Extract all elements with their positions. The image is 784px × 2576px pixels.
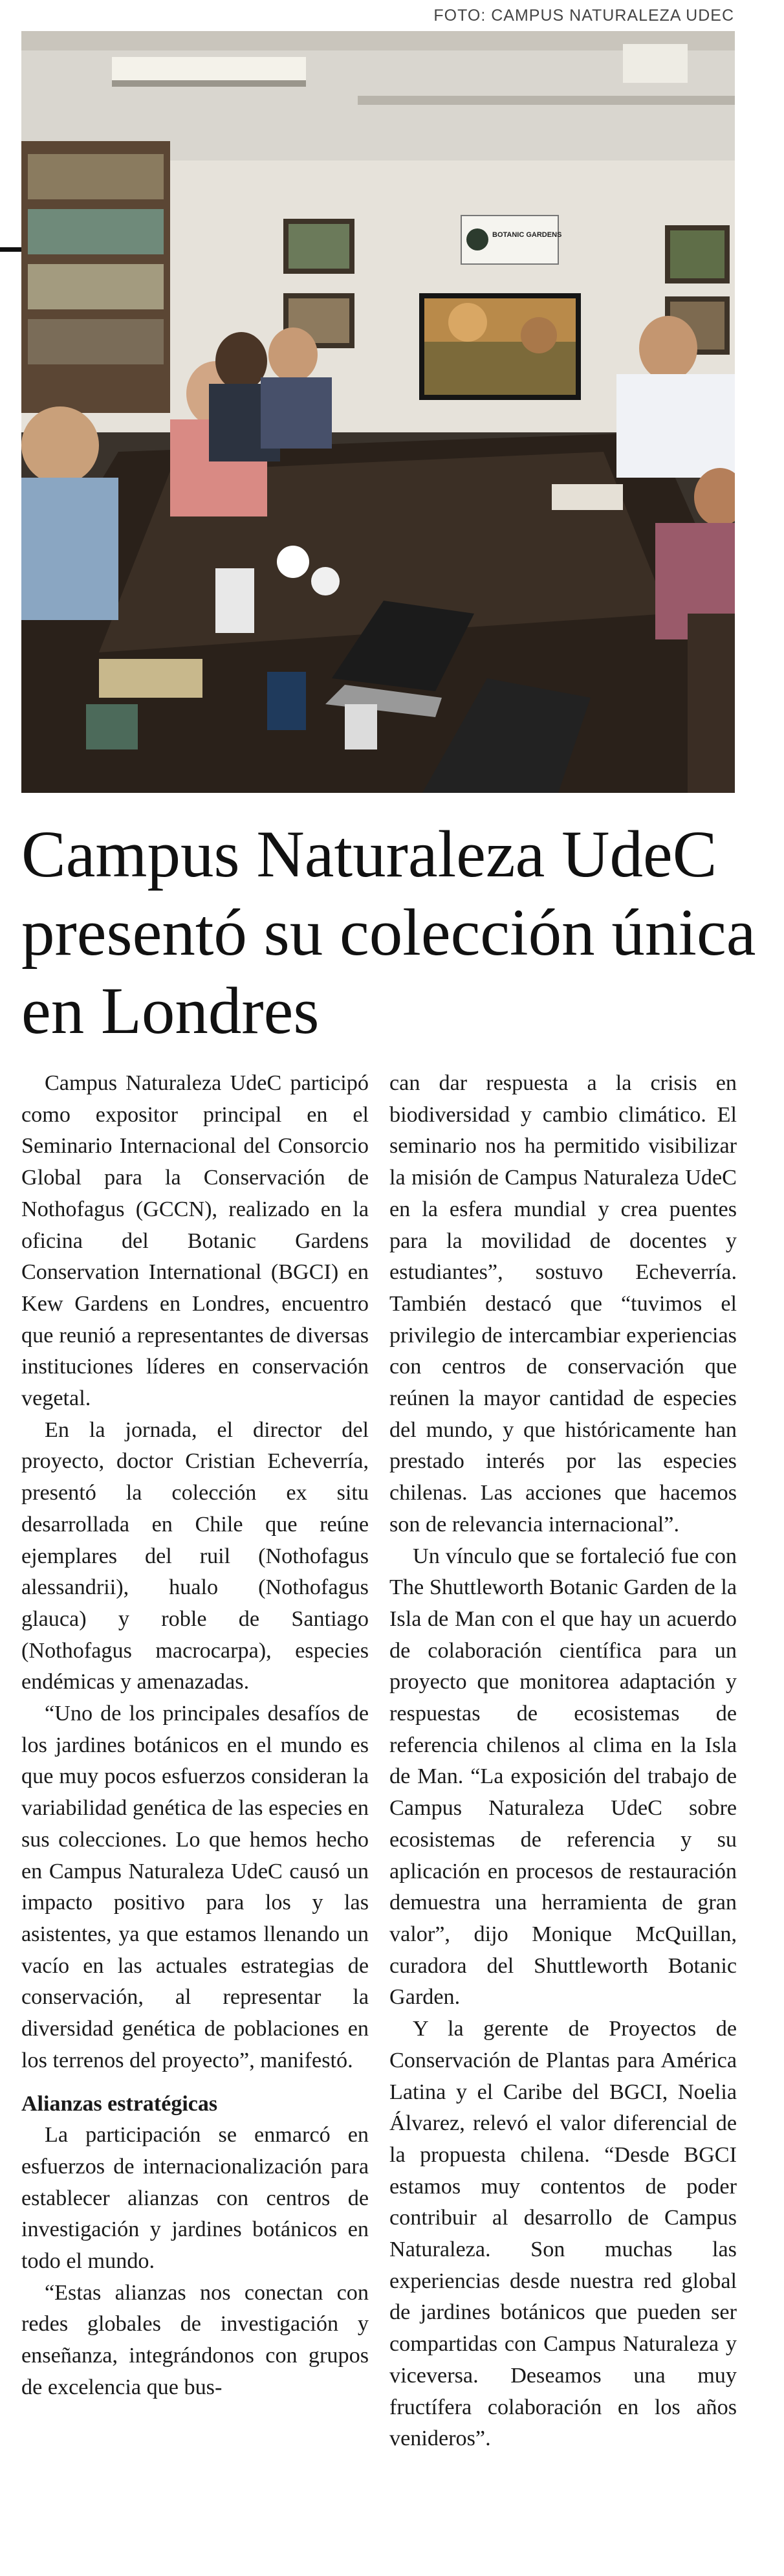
wall-sign-text: BOTANIC GARDENS xyxy=(492,231,562,239)
paragraph: Campus Naturaleza UdeC participó como expositor principal en el Seminario Internacional del Consorcio Global para la Conservación de Nothofagus (GCCN), realizado en la oficina del Botanic Gardens Conservation International (BGCI) en Kew Gardens en Londres, encuentro que reunió a representantes de diversas instituciones líderes en conservación vegetal. xyxy=(21,1071,369,1411)
article-photo xyxy=(21,31,735,793)
paragraph: Un vínculo que se fortaleció fue con The Shuttleworth Botanic Garden de la Isla de Man con el que hay un acuerdo de colaboración científica para un proyecto que monitorea adaptación y respuestas de ecosistemas de referencia chilenos al clima en la Isla de Man. “La exposición del trabajo de Campus Naturaleza UdeC sobre ecosistemas de referencia y su aplicación en procesos de restauración demuestra una herramienta de gran valor”, dijo Monique McQuillan, curadora del Shuttleworth Botanic Garden. xyxy=(389,1544,737,2010)
paragraph: La participación se enmarcó en esfuerzos de internacionalización para establecer alianzas con centros de investigación y jardines botánicos en todo el mundo. xyxy=(21,2123,369,2274)
article-column-right xyxy=(389,1068,737,2455)
paragraph: can dar respuesta a la crisis en biodiversidad y cambio climático. El seminario nos ha permitido visibilizar la misión de Campus Naturaleza UdeC en la esfera mundial y crea puentes para la movilidad de docentes y estudiantes”, sostuvo Echeverría. También destacó que “tuvimos el privilegio de intercambiar experiencias con centros de conservación que reúnen la mayor cantidad de especies del mundo, y que históricamente han prestado interés por las especies chilenas. Las acciones que hacemos son de relevancia internacional”. xyxy=(389,1071,737,1537)
section-marker xyxy=(0,247,22,252)
section-subheading: Alianzas estratégicas xyxy=(21,2091,218,2116)
paragraph: En la jornada, el director del proyecto, doctor Cristian Echeverría, presentó la colección ex situ desarrollada en Chile que reúne ejemplares del ruil (Nothofagus alessandrii), hualo (Nothofagus glauca) y roble de Santiago (Nothofagus macrocarpa), especies endémicas y amenazadas. xyxy=(21,1417,369,1694)
photo-credit: FOTO: CAMPUS NATURALEZA UDEC xyxy=(433,6,734,25)
article-column-left xyxy=(21,1068,369,2404)
article-headline: Campus Naturaleza UdeC presentó su colección única en Londres xyxy=(21,817,756,1048)
paragraph: “Uno de los principales desafíos de los jardines botánicos en el mundo es que muy pocos esfuerzos consideran la variabilidad genética de las especies en sus colecciones. Lo que hemos hecho en Campus Naturaleza UdeC causó un impacto positivo para los y las asistentes, ya que estamos llenando un vacío en las actuales estrategias de conservación, al representar la diversidad genética de poblaciones en los terrenos del proyecto”, manifestó. xyxy=(21,1702,369,2072)
paragraph: Y la gerente de Proyectos de Conservación de Plantas para América Latina y el Caribe del BGCI, Noelia Álvarez, relevó el valor diferencial de la propuesta chilena. “Desde BGCI estamos muy contentos de poder contribuir al desarrollo de Campus Naturaleza. Son muchas las experiencias desde nuestra red global de jardines botánicos que pueden ser compartidas con Campus Naturaleza y viceversa. Deseamos una muy fructífera colaboración en los años venideros”. xyxy=(389,2017,737,2451)
paragraph: “Estas alianzas nos conectan con redes globales de investigación y enseñanza, integrándonos con grupos de excelencia que bus- xyxy=(21,2280,369,2399)
